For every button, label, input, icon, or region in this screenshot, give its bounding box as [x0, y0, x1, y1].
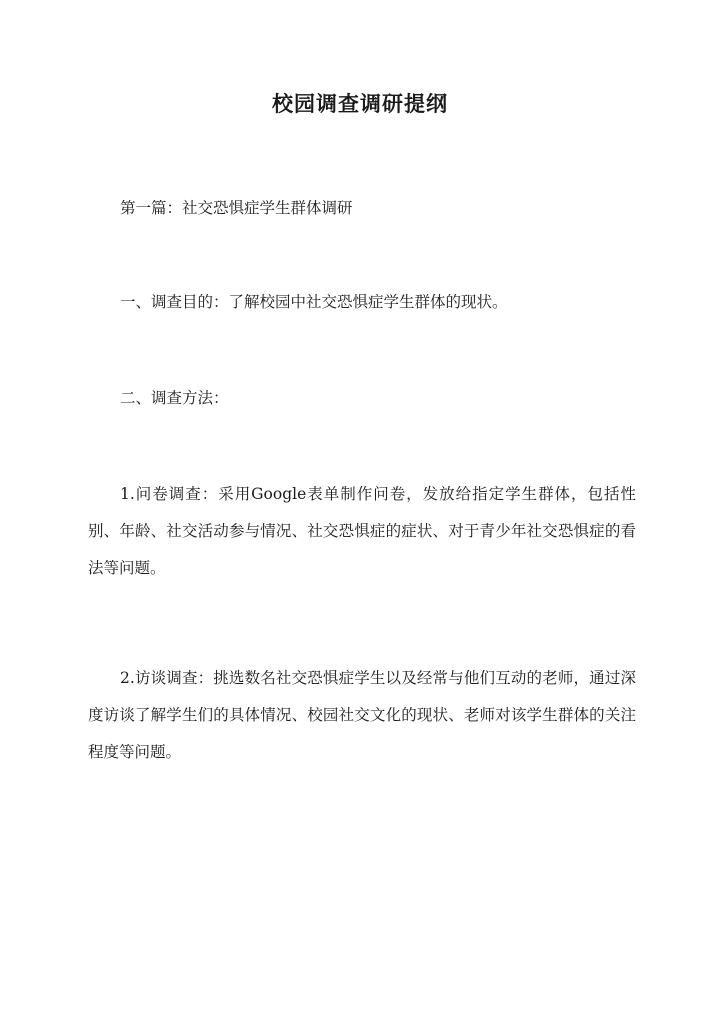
questionnaire-paragraph: 1.问卷调查：采用Google表单制作问卷，发放给指定学生群体，包括性别、年龄、社交活动参与情况、社交恐惧症的症状、对于青少年社交恐惧症的看法等问题。	[88, 485, 636, 577]
purpose-paragraph: 一、调查目的：了解校园中社交恐惧症学生群体的现状。	[120, 293, 508, 311]
method-heading: 二、调查方法：	[120, 389, 229, 407]
document-title: 校园调查调研提纲	[272, 91, 448, 116]
interview-paragraph: 2.访谈调查：挑选数名社交恐惧症学生以及经常与他们互动的老师，通过深度访谈了解学生们的具体情况、校园社交文化的现状、老师对该学生群体的关注程度等问题。	[88, 669, 636, 761]
section-heading: 第一篇：社交恐惧症学生群体调研	[120, 199, 353, 217]
